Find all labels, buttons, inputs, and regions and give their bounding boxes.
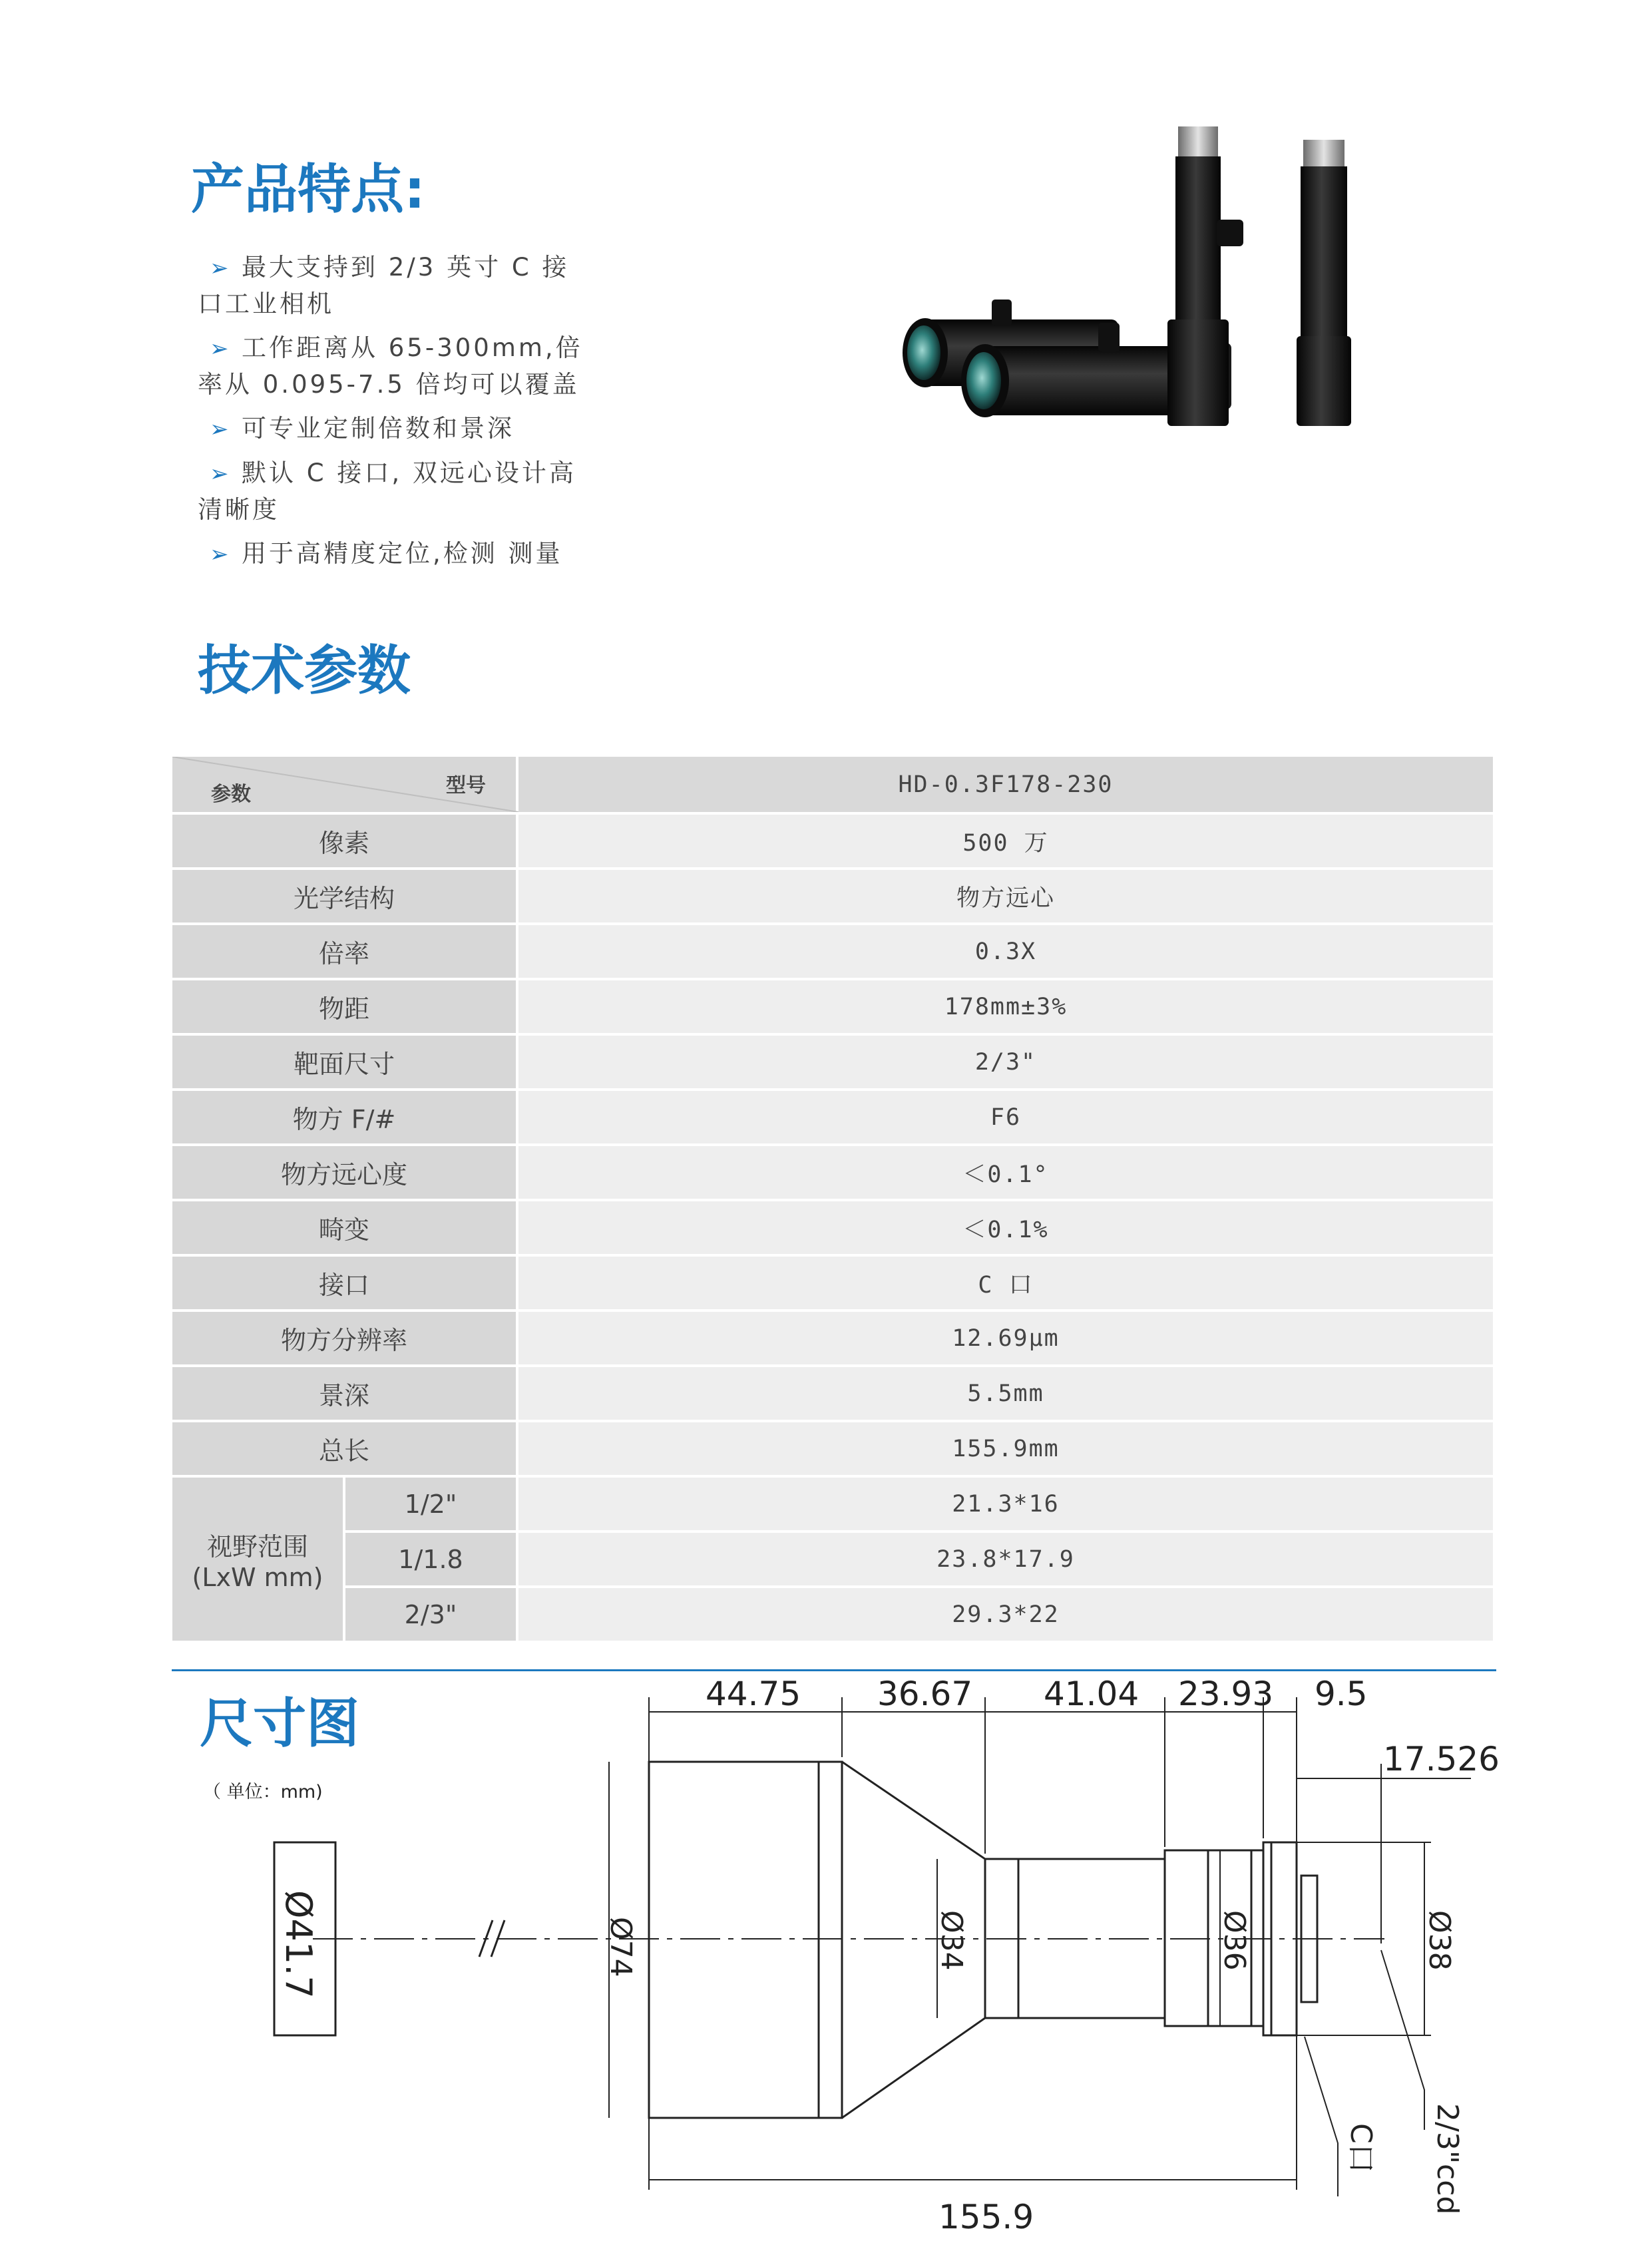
feature-item [198, 455, 584, 528]
fov-label-line1: 视野范围 [206, 1532, 308, 1561]
spec-row [171, 1145, 1494, 1200]
header-diagonal-cell [171, 755, 517, 813]
spec-label: 倍率 [171, 924, 517, 979]
model-header-label: 型号 [446, 774, 486, 797]
spec-table [170, 754, 1496, 1643]
dim-sensor-label: 2/3"ccd [1430, 2103, 1464, 2215]
spec-label: 物方分辨率 [171, 1311, 517, 1366]
spec-value: 155.9mm [517, 1421, 1494, 1476]
feature-text: 工作距离从 65-300mm,倍率从 0.095-7.5 倍均可以覆盖 [198, 333, 583, 399]
spec-row [171, 924, 1494, 979]
spec-label: 靶面尺寸 [171, 1034, 517, 1090]
dim-seg1: 44.75 [706, 1675, 801, 1713]
specs-title: 技术参数 [198, 640, 411, 702]
spec-label: 物方远心度 [171, 1145, 517, 1200]
dim-seg3: 41.04 [1044, 1675, 1139, 1713]
fov-label [171, 1476, 344, 1642]
dim-seg4: 23.93 [1178, 1675, 1274, 1713]
dim-d-object: Ø41.7 [278, 1890, 319, 1999]
product-photo [885, 120, 1404, 446]
unit-note: （ 单位：mm) [203, 1782, 323, 1802]
feature-item [198, 536, 584, 572]
feature-item [198, 250, 584, 322]
triangle-arrow-icon: ➢ [210, 255, 229, 282]
feature-text: 最大支持到 2/3 英寸 C 接口工业相机 [198, 253, 570, 318]
spec-row [171, 1034, 1494, 1090]
dim-mount-label: C口 [1344, 2123, 1378, 2173]
spec-value: 2/3" [517, 1034, 1494, 1090]
spec-label: 像素 [171, 813, 517, 869]
feature-text: 用于高精度定位,检测 测量 [242, 539, 563, 568]
fov-sensor: 2/3" [344, 1587, 517, 1642]
param-header-label: 参数 [211, 783, 251, 806]
triangle-arrow-icon: ➢ [210, 335, 229, 362]
fov-value: 23.8*17.9 [517, 1531, 1494, 1587]
fov-row [171, 1587, 1494, 1642]
model-value: HD-0.3F178-230 [517, 755, 1494, 813]
dimensions-title: 尺寸图 [200, 1693, 359, 1754]
dim-d-front: Ø74 [604, 1917, 638, 1977]
spec-label: 畸变 [171, 1200, 517, 1255]
spec-label: 总长 [171, 1421, 517, 1476]
spec-value: ＜0.1° [517, 1145, 1494, 1200]
spec-value: 0.3X [517, 924, 1494, 979]
spec-value: 178mm±3% [517, 979, 1494, 1034]
fov-sensor: 1/2" [344, 1476, 517, 1531]
spec-value: 500 万 [517, 813, 1494, 869]
spec-row [171, 1421, 1494, 1476]
dim-flange: 17.526 [1383, 1740, 1500, 1778]
spec-value: ＜0.1% [517, 1200, 1494, 1255]
dim-total: 155.9 [938, 2198, 1034, 2236]
spec-label: 接口 [171, 1255, 517, 1311]
spec-row [171, 1311, 1494, 1366]
features-title: 产品特点: [191, 158, 425, 220]
spec-row [171, 1366, 1494, 1421]
fov-label-line2: (LxW mm) [192, 1563, 323, 1592]
dimension-drawing [0, 1664, 1652, 2241]
spec-value: 12.69μm [517, 1311, 1494, 1366]
spec-value: 物方远心 [517, 869, 1494, 924]
spec-value: 5.5mm [517, 1366, 1494, 1421]
spec-value: F6 [517, 1090, 1494, 1145]
feature-text: 可专业定制倍数和景深 [242, 414, 515, 443]
spec-label: 物方 F/# [171, 1090, 517, 1145]
spec-row [171, 1200, 1494, 1255]
fov-row [171, 1476, 1494, 1531]
triangle-arrow-icon: ➢ [210, 416, 229, 443]
fov-row [171, 1531, 1494, 1587]
spec-row [171, 869, 1494, 924]
spec-row [171, 813, 1494, 869]
feature-text: 默认 C 接口, 双远心设计高清晰度 [198, 459, 576, 524]
spec-label: 物距 [171, 979, 517, 1034]
spec-value: C 口 [517, 1255, 1494, 1311]
dim-d-mount: Ø38 [1422, 1910, 1456, 1971]
feature-list [198, 250, 584, 580]
spec-row [171, 979, 1494, 1034]
spec-row [171, 1255, 1494, 1311]
spec-row [171, 1090, 1494, 1145]
spec-header-row [171, 755, 1494, 813]
fov-value: 21.3*16 [517, 1476, 1494, 1531]
triangle-arrow-icon: ➢ [210, 461, 229, 487]
dim-seg5: 9.5 [1315, 1675, 1368, 1713]
dim-d-mid: Ø34 [934, 1910, 968, 1971]
feature-item [198, 330, 584, 403]
fov-sensor: 1/1.8 [344, 1531, 517, 1587]
spec-label: 光学结构 [171, 869, 517, 924]
fov-value: 29.3*22 [517, 1587, 1494, 1642]
dim-seg2: 36.67 [877, 1675, 973, 1713]
spec-label: 景深 [171, 1366, 517, 1421]
feature-item [198, 411, 584, 447]
triangle-arrow-icon: ➢ [210, 541, 229, 568]
dim-d-rear: Ø36 [1217, 1910, 1251, 1971]
